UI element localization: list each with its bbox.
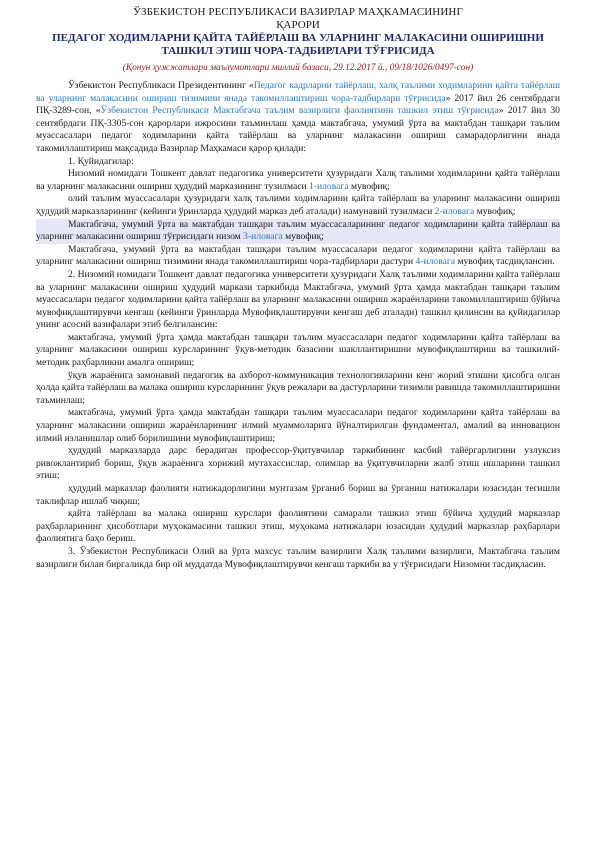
section-1-item-1: [36, 168, 560, 193]
section-2-intro: 2. Низомий номидаги Тошкент давлат педагогика университети ҳузуридаги Халқ таълими ходимларини қайта тайёрлаш ва уларнинг малакасини ошириш ҳудудий маркази таркибида Мактабгача, умумий ўрта ҳамда мактабдан ташқари таълим муассасалари педагог ходимларини қайта тайёрлаш ва уларнинг малакасини ошириш жараёнларини такомиллаштириш бўйича мувофиқлаштирувчи кенгаш (кейинги ўринларда Мувофиқлаштирувчи кенгаш деб аталади) ташкил қилинсин ва қуйидагилар унинг асосий вазифалари этиб белгилансин:: [36, 268, 560, 331]
section-1-item-4: [36, 244, 560, 269]
item-3-end: мувофиқ;: [282, 231, 324, 243]
item-3-text: Мактабгача, умумий ўрта ва мактабдан ташқари таълим муассасаларининг педагог ходимларини қайта тайёрлаш ва уларнинг малакасини ошириш тўғрисидаги низом: [36, 218, 560, 243]
source-reference: (Қонун ҳужжатлари маълумотлари миллий базаси, 29.12.2017 й., 09/18/1026/0497-сон): [122, 63, 474, 73]
section-2-task-5: ҳудудий марказлар фаолияти натижадорлигини мунтазам ўрганиб бориш ва ўрганиш натижалари юзасидан тегишли таклифлар ишлаб чиқиш;: [36, 483, 560, 507]
section-2-task-6: қайта тайёрлаш ва малака ошириш курслари фаолиятини самарали ташкил этиш бўйича ҳудудий марказлар раҳбарларининг ҳисоботлари муҳокамасини ташкил этиш, муҳокама натижалари юзасидан ҳудудий марказлар раҳбарлари фаолиятига баҳо бериш.: [36, 508, 560, 545]
preamble-text-2: » 2017 йил 26 сентябрдаги ПҚ-3289-сон, «: [36, 92, 560, 117]
document-header: [36, 6, 560, 74]
preamble-paragraph: [36, 80, 560, 156]
section-2-task-2: ўқув жараёнига замонавий педагогик ва ахборот-коммуникация технологияларини кенг жорий этишни ҳисобга олган ҳолда қайта тайёрлаш ва малака ошириш курсларининг ўқув режалари ва дастурларини тизимли равишда такомиллаштиришни таъминлаш;: [36, 369, 560, 406]
section-1-heading: 1. Қуйидагилар:: [68, 155, 134, 167]
section-1-item-2: [36, 193, 560, 218]
item-2-end: мувофиқ;: [474, 205, 516, 217]
annex-3-link[interactable]: 3-иловага: [243, 231, 283, 243]
document-title: ПЕДАГОГ ХОДИМЛАРНИ ҚАЙТА ТАЙЁРЛАШ ВА УЛАРНИНГ МАЛАКАСИНИ ОШИРИШНИ ТАШКИЛ ЭТИШ ЧОРА-ТАДБИРЛАРИ ТЎҒРИСИДА: [52, 32, 544, 57]
decree-link-pq-3305[interactable]: Ўзбекистон Республикаси Мактабгача таълим вазирлиги фаолиятини ташкил этиш тўғрисида: [100, 105, 499, 117]
section-2-task-4: ҳудудий марказларда дарс берадиган профессор-ўқитувчилар таркибининг касбий тайёргарлигини узлуксиз ривожлантириб бориш, ўқув жараёнига хорижий мутахассислар, олимлар ва ўқитувчиларни жалб этиш ишларини ташкил этиш;: [36, 445, 560, 482]
item-4-text: Мактабгача, умумий ўрта ва мактабдан ташқари таълим муассасалари педагог ходимларини қайта тайёрлаш ва уларнинг малакасини ошириш тизимини янада такомиллаштириш чора-тадбирлари дастури: [36, 243, 560, 268]
annex-2-link[interactable]: 2-иловага: [434, 205, 475, 217]
section-2-task-3: мактабгача, умумий ўрта ҳамда мактабдан ташқари таълим муассасалари педагог ходимларини қайта тайёрлаш ва уларнинг малакасини ошириш жараёнларининг илмий муаммоларига йўналтирилган фундаментал, амалий ва инновацион илмий изланишлар олиб борилишини мувофиқлаштириш;: [36, 407, 560, 444]
section-2-task-1: мактабгача, умумий ўрта ҳамда мактабдан ташқари таълим муассасалари педагог ходимларини қайта тайёрлаш ва уларнинг малакасини ошириш курсларининг ўқув-методик базасини шакллантиришни мувофиқлаштириш ва ташкилий-методик раҳбарликни амалга ошириш;: [36, 331, 560, 369]
item-1-end: мувофиқ;: [348, 180, 390, 192]
section-1-item-3: [36, 219, 560, 244]
annex-4-link[interactable]: 4-иловага: [415, 256, 456, 268]
decree-link-pq-3289[interactable]: Педагог кадрларни тайёрлаш, халқ таълими ходимларини қайта тайёрлаш ва уларнинг малакасини ошириш тизимини янада такомиллаштириш чора-тадбирлари тўғрисида: [36, 80, 560, 104]
preamble-text-3: » 2017 йил 30 сентябрдаги ПҚ-3305-сон қарорлари ижросини таъминлаш ҳамда мактабгача, умумий ўрта ва мактабдан ташқари таълим муассасалари педагог ходимларини қайта тайёрлаш ва уларнинг малакасини ошириш самарадорлигини янада такомиллаштириш мақсадида Вазирлар Маҳкамаси қарор қилади:: [36, 105, 560, 154]
item-2-text: олий таълим муассасалари ҳузуридаги халқ таълими ходимларини қайта тайёрлаш ва уларнинг малакасини ошириш ҳудудий марказларининг (кейинги ўринларда ҳудудий марказ деб аталади) намунавий тузилмаси: [36, 193, 560, 217]
issuing-authority: ЎЗБЕКИСТОН РЕСПУБЛИКАСИ ВАЗИРЛАР МАҲКАМАСИНИНГ: [133, 6, 463, 18]
preamble-text-1: Ўзбекистон Республикаси Президентининг «: [68, 80, 254, 91]
annex-1-link[interactable]: 1-иловага: [309, 180, 349, 192]
section-3-paragraph: 3. Ўзбекистон Республикаси Олий ва ўрта махсус таълим вазирлиги Халқ таълими вазирлиги, Мактабгача таълим вазирлиги билан биргаликда бир ой муддатда Мувофиқлаштирувчи кенгаш таркиби ва у тўғрисидаги Низомни тасдиқласин.: [36, 545, 560, 570]
item-1-text: Низомий номидаги Тошкент давлат педагогика университети ҳузуридаги Халқ таълими ходимларини қайта тайёрлаш ва уларнинг малакасини ошириш ҳудудий марказининг тузилмаси: [36, 168, 560, 192]
document-type: ҚАРОРИ: [276, 19, 320, 31]
item-4-end: мувофиқ тасдиқлансин.: [455, 256, 555, 268]
